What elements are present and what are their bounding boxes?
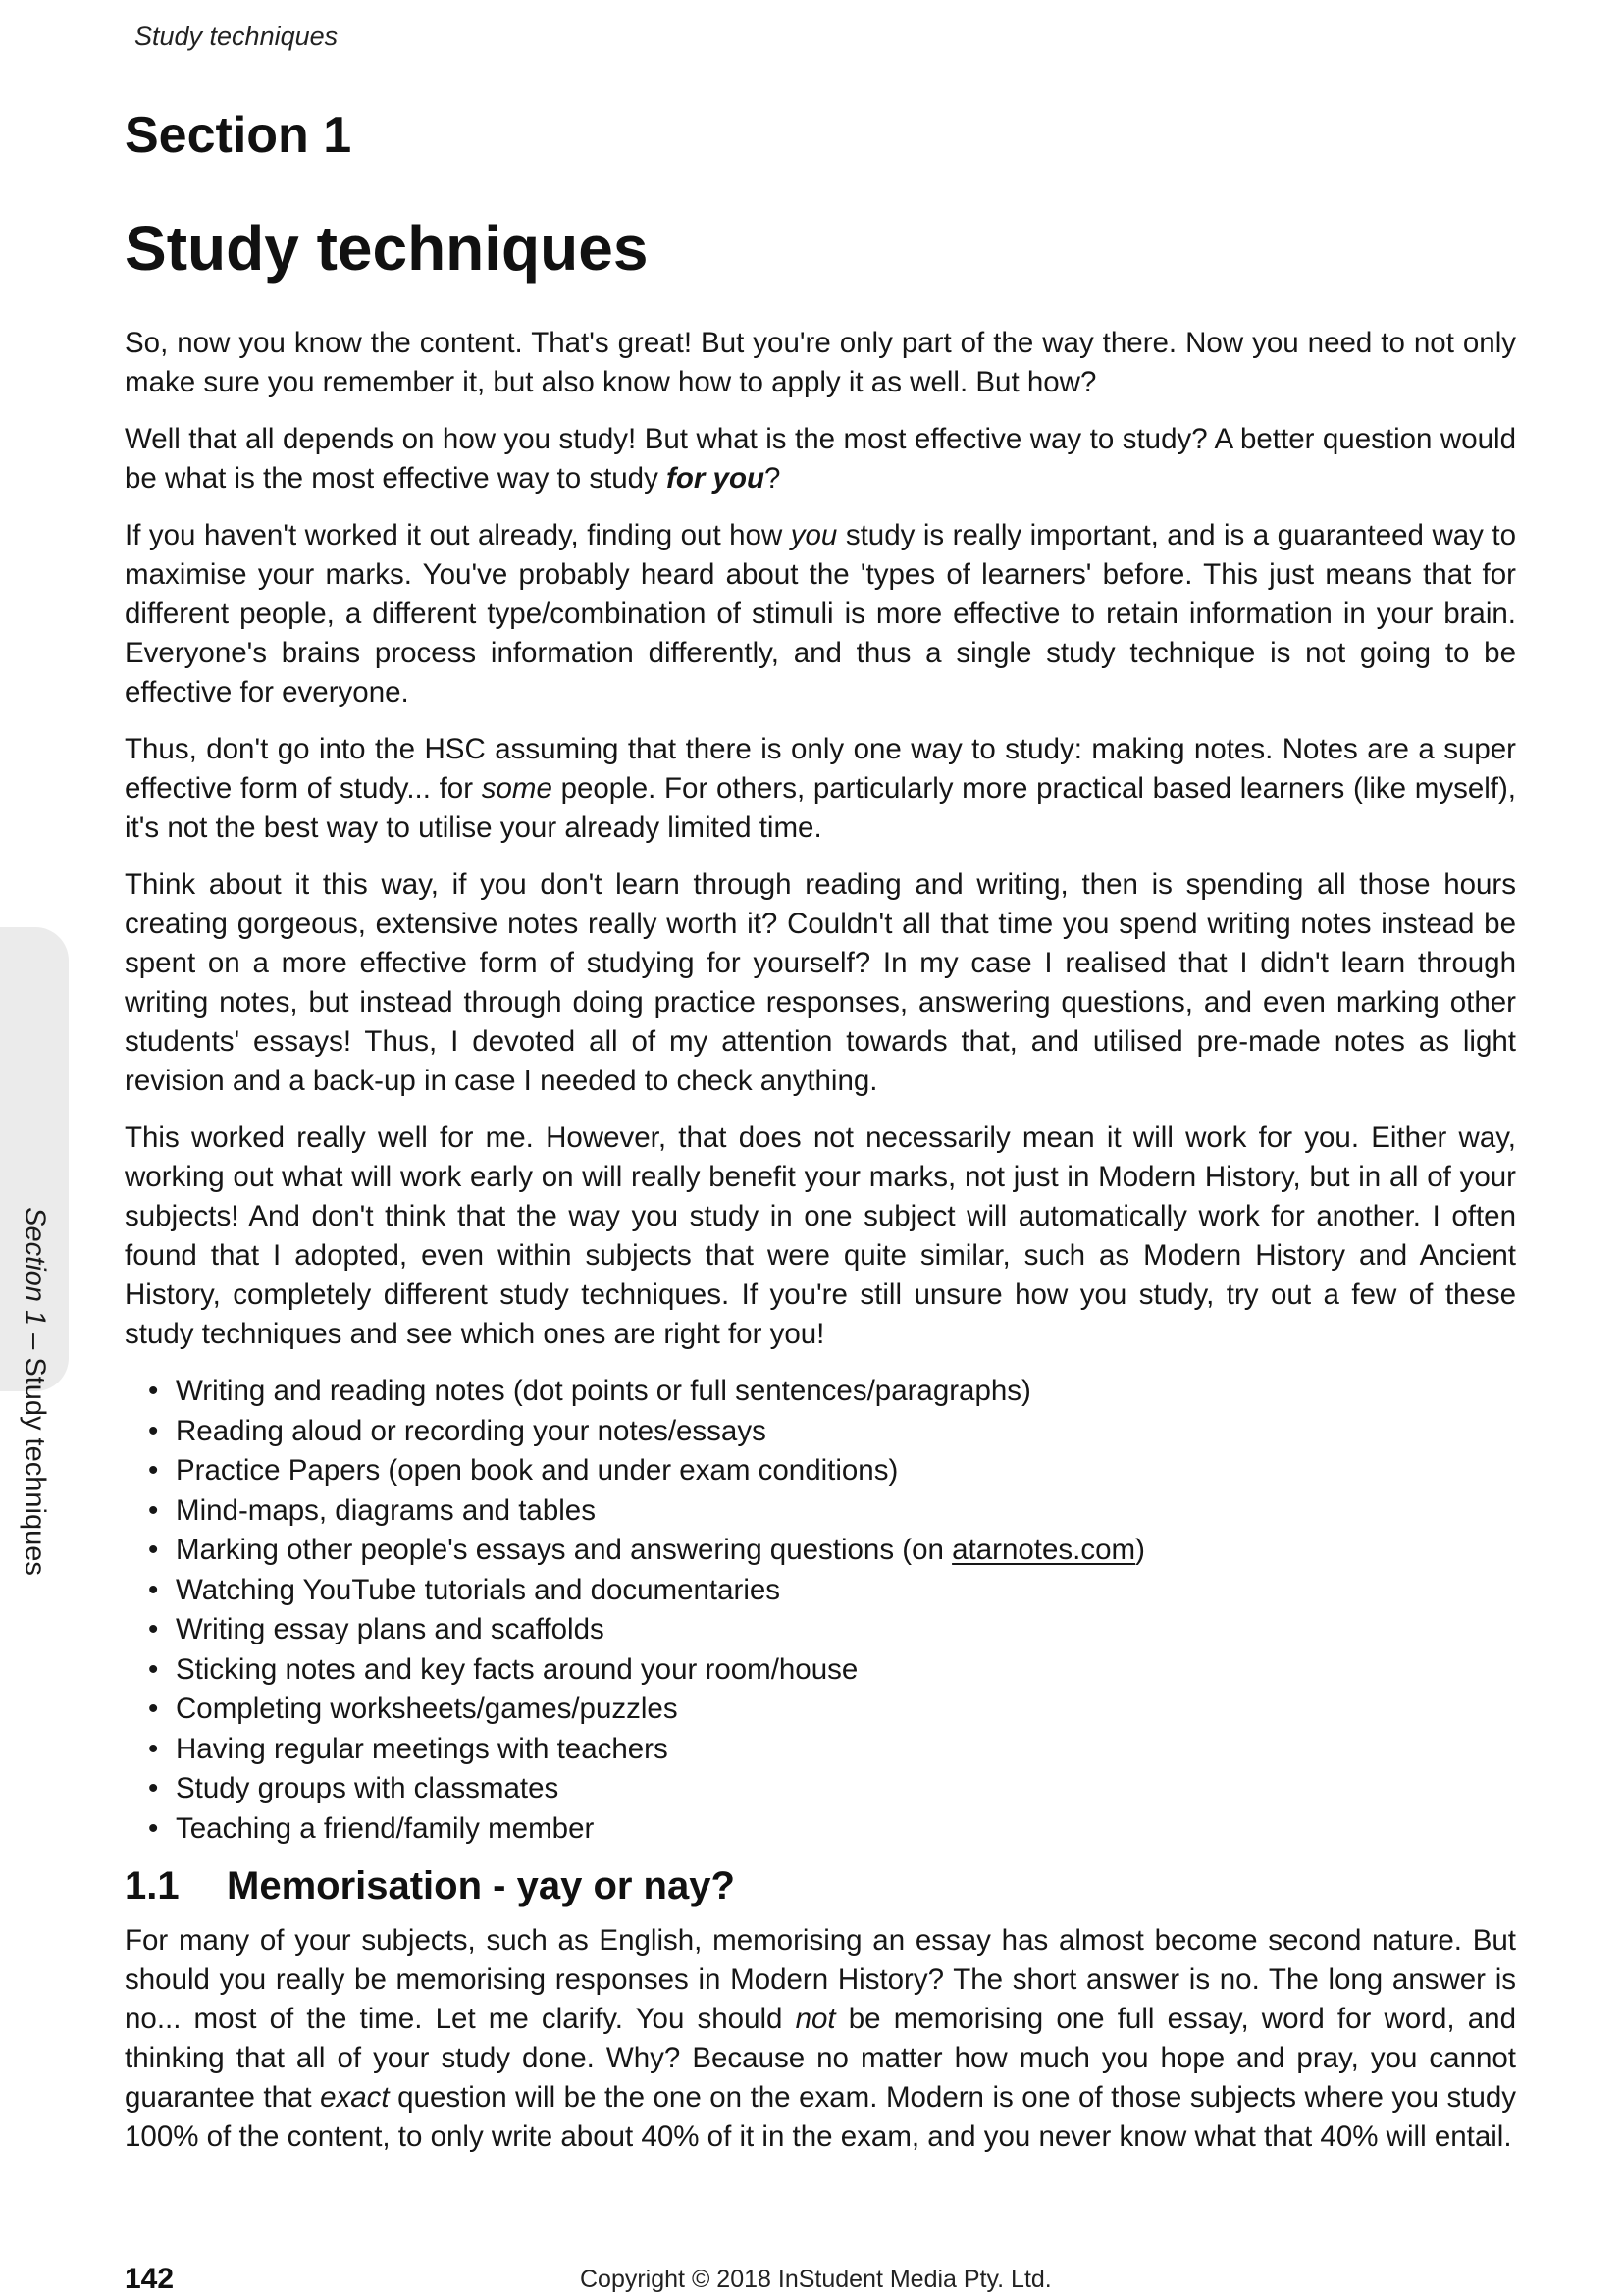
text-run: question will be the one on the exam. Modern is one of those subjects where you study 100% of the content, to only write about 40% of it in the exam, and you never know what that 40% will entail. xyxy=(125,2081,1517,2153)
list-item-text: Practice Papers (open book and under exam conditions) xyxy=(176,1454,899,1487)
list-item-text: Study groups with classmates xyxy=(176,1772,559,1804)
paragraph-effective-way xyxy=(125,420,1516,498)
atarnotes-link[interactable]: atarnotes.com xyxy=(952,1534,1136,1566)
list-item xyxy=(148,1809,1516,1850)
bullet-icon: • xyxy=(148,1534,159,1566)
bullet-icon: • xyxy=(148,1573,159,1606)
list-item-text: Writing essay plans and scaffolds xyxy=(176,1613,604,1645)
list-item-text: Completing worksheets/games/puzzles xyxy=(176,1693,678,1725)
list-item xyxy=(148,1491,1516,1532)
list-item-text: Sticking notes and key facts around your room/house xyxy=(176,1652,859,1686)
main-content xyxy=(125,324,1516,2174)
bullet-icon: • xyxy=(148,1772,159,1804)
subsection-heading xyxy=(125,1860,1516,1911)
emphasis-not: not xyxy=(795,2003,836,2035)
bullet-icon: • xyxy=(148,1414,159,1447)
list-item xyxy=(148,1650,1516,1691)
list-item xyxy=(148,1372,1516,1412)
running-header: Study techniques xyxy=(134,22,339,51)
page-number: 142 xyxy=(125,2263,175,2295)
list-item-text: Marking other people's essays and answering questions (on xyxy=(176,1534,953,1566)
list-item xyxy=(148,1531,1516,1571)
text-run: people. For others, particularly more practical based learners (like myself), it's not the best way to utilise your already limited time. xyxy=(125,772,1516,844)
text-run: be memorising one full essay, word for word, and thinking that all of your study done. Why? Because no matter how much you hope and pray, you cannot guarantee that xyxy=(125,2003,1516,2113)
paragraph-memorisation xyxy=(125,1921,1516,2157)
list-item-text: ) xyxy=(1135,1534,1145,1566)
section-label: Section 1 xyxy=(125,107,352,164)
text-run: ? xyxy=(764,462,781,495)
list-item xyxy=(148,1451,1516,1491)
side-tab-label xyxy=(19,1207,51,1576)
side-tab-topic: Study techniques xyxy=(19,1357,51,1576)
emphasis-you: you xyxy=(790,519,838,551)
text-run: If you haven't worked it out already, finding out how xyxy=(125,519,791,551)
paragraph-making-notes xyxy=(125,730,1516,848)
text-run: Thus, don't go into the HSC assuming that there is only one way to study: making notes. Notes are a super effective form of study... for xyxy=(125,733,1516,805)
bullet-icon: • xyxy=(148,1652,159,1686)
paragraph-worked-for-me: This worked really well for me. However, that does not necessarily mean it will work for you. Either way, working out what will work early on will really benefit your marks, not just in Modern History, but in all of your subjects! And don't think that the way you study in one subject will automatically work for another. I often found that I adopted, even within subjects that were quite similar, such as Modern History and Ancient History, completely different study techniques. If you're still unsure how you study, try out a few of these study techniques and see which ones are right for you! xyxy=(125,1122,1516,1350)
paragraph-types-of-learners xyxy=(125,516,1516,712)
subsection-number: 1.1 xyxy=(125,1864,180,1907)
copyright-notice: Copyright © 2018 InStudent Media Pty. Ltd. xyxy=(580,2266,1052,2293)
study-techniques-list xyxy=(125,1372,1516,1849)
list-item xyxy=(148,1610,1516,1650)
text-run: For many of your subjects, such as English, memorising an essay has almost become second nature. But should you really be memorising responses in Modern History? The short answer is no. The long answer is no... most of the time. Let me clarify. You should xyxy=(125,1924,1516,2035)
list-item xyxy=(148,1690,1516,1730)
list-item-text: Writing and reading notes (dot points or full sentences/paragraphs) xyxy=(176,1375,1031,1407)
bullet-icon: • xyxy=(148,1375,159,1407)
emphasis-some: some xyxy=(481,772,552,805)
bullet-icon: • xyxy=(148,1693,159,1725)
paragraph-intro: So, now you know the content. That's great! But you're only part of the way there. Now you need to not only make sure you remember it, but also know how to apply it as well. But how? xyxy=(125,327,1516,398)
bullet-icon: • xyxy=(148,1732,159,1765)
bullet-icon: • xyxy=(148,1454,159,1487)
list-item-text: Reading aloud or recording your notes/essays xyxy=(176,1414,766,1447)
list-item-text: Watching YouTube tutorials and documentaries xyxy=(176,1573,781,1606)
paragraph-think-about-it: Think about it this way, if you don't learn through reading and writing, then is spending all those hours creating gorgeous, extensive notes really worth it? Couldn't all that time you spend writing notes instead be spent on a more effective form of studying for yourself? In my case I realised that I didn't learn through writing notes, but instead through doing practice responses, answering questions, and even marking other students' essays! Thus, I devoted all of my attention towards that, and utilised pre-made notes as light revision and a back-up in case I needed to check anything. xyxy=(125,868,1516,1097)
side-tab-dash: – xyxy=(19,1326,51,1358)
section-side-tab xyxy=(0,927,69,1576)
bullet-icon: • xyxy=(148,1613,159,1645)
list-item xyxy=(148,1412,1516,1452)
page-title: Study techniques xyxy=(125,213,649,284)
text-run: Well that all depends on how you study! But what is the most effective way to study? A better question would be what is the most effective way to study xyxy=(125,423,1516,495)
bullet-icon: • xyxy=(148,1811,159,1845)
list-item-text: Teaching a friend/family member xyxy=(176,1811,595,1845)
list-item xyxy=(148,1571,1516,1611)
emphasis-exact: exact xyxy=(320,2081,390,2113)
emphasis-for-you: for you xyxy=(666,462,764,495)
bullet-icon: • xyxy=(148,1493,159,1527)
list-item-text: Having regular meetings with teachers xyxy=(176,1732,668,1765)
side-tab-section: Section 1 xyxy=(19,1207,51,1327)
list-item xyxy=(148,1730,1516,1770)
list-item xyxy=(148,1769,1516,1809)
subsection-title: Memorisation - yay or nay? xyxy=(227,1864,735,1907)
list-item-text: Mind-maps, diagrams and tables xyxy=(176,1493,596,1527)
text-run: study is really important, and is a guaranteed way to maximise your marks. You've probably heard about the 'types of learners' before. This just means that for different people, a different type/combination of stimuli is more effective to retain information in your brain. Everyone's brains process information differently, and thus a single study technique is not going to be effective for everyone. xyxy=(125,519,1517,708)
